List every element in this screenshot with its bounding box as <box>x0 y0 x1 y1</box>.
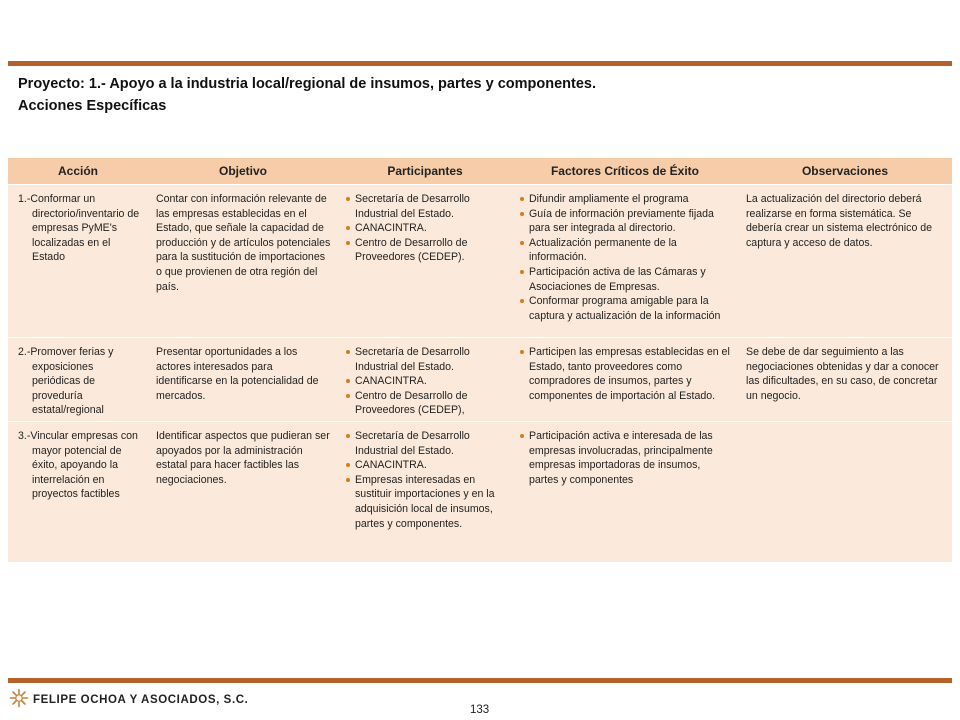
row2-factores-cell <box>512 338 738 422</box>
list-item: Empresas interesadas en sustituir importaciones y en la adquisición local de insumos, partes y componentes. <box>346 473 506 531</box>
list-item: Guía de información previamente fijada para ser integrada al directorio. <box>520 207 732 236</box>
bullet-icon <box>346 434 350 438</box>
bullet-icon <box>520 299 524 303</box>
section-subtitle: Acciones Específicas <box>18 98 167 114</box>
list-item: CANACINTRA. <box>346 221 506 236</box>
list-item: Difundir ampliamente el programa <box>520 192 732 207</box>
row2-objetivo: Presentar oportunidades a los actores interesados para identificarse en la potencialidad de mercados. <box>148 338 338 422</box>
bullet-icon <box>346 350 350 354</box>
list-item: Secretaría de Desarrollo Industrial del Estado. <box>346 345 506 374</box>
row2-participantes-list <box>346 345 506 418</box>
row3-accion: 3.-Vincular empresas con mayor potencial de éxito, apoyando la interrelación en proyectos factibles <box>18 430 138 501</box>
list-item: Centro de Desarrollo de Proveedores (CEDEP), <box>346 389 506 418</box>
bullet-icon <box>346 226 350 230</box>
row3-observaciones <box>738 422 952 562</box>
list-item: CANACINTRA. <box>346 374 506 389</box>
bullet-icon <box>520 270 524 274</box>
page-number: 133 <box>470 704 490 716</box>
bullet-icon <box>346 478 350 482</box>
row1-participantes-list <box>346 192 506 265</box>
bottom-rule <box>8 678 952 683</box>
list-item: Actualización permanente de la información. <box>520 236 732 265</box>
bullet-icon <box>520 212 524 216</box>
row1-factores-list <box>520 192 732 323</box>
list-item: Centro de Desarrollo de Proveedores (CEDEP). <box>346 236 506 265</box>
column-header-accion: Acción <box>8 158 148 185</box>
column-header-participantes: Participantes <box>338 158 512 185</box>
list-item: Participación activa de las Cámaras y Asociaciones de Empresas. <box>520 265 732 294</box>
row3-objetivo: Identificar aspectos que pudieran ser apoyados por la administración estatal para hacer factibles las negociaciones. <box>156 430 330 486</box>
list-item: Secretaría de Desarrollo Industrial del Estado. <box>346 192 506 221</box>
row2-accion: 2.-Promover ferias y exposiciones periódicas de proveduría estatal/regional <box>18 346 114 417</box>
row2-observaciones: Se debe de dar seguimiento a las negociaciones obtenidas y dar a conocer las dificultades, en su caso, de concretar un negocio. <box>738 338 952 422</box>
bullet-icon <box>346 463 350 467</box>
column-header-objetivo: Objetivo <box>148 158 338 185</box>
list-item: Participen las empresas establecidas en el Estado, tanto proveedores como compradores de insumos, partes y componentes de importación al Estado. <box>520 345 732 403</box>
bullet-icon <box>346 197 350 201</box>
row3-participantes-list <box>346 429 506 531</box>
column-header-factores: Factores Críticos de Éxito <box>512 158 738 185</box>
row2-participantes-cell <box>338 338 512 422</box>
bullet-icon <box>520 241 524 245</box>
bullet-icon <box>346 241 350 245</box>
row3-factores-cell <box>512 422 738 562</box>
project-title: Proyecto: 1.- Apoyo a la industria local/regional de insumos, partes y componentes. <box>18 76 596 92</box>
row1-accion: 1.-Conformar un directorio/inventario de empresas PyME's localizadas en el Estado <box>18 193 140 264</box>
row1-participantes-cell <box>338 185 512 338</box>
list-item: CANACINTRA. <box>346 458 506 473</box>
actions-table <box>8 158 952 562</box>
company-logo-icon <box>9 688 29 708</box>
list-item: Conformar programa amigable para la captura y actualización de la información <box>520 294 732 323</box>
company-name: FELIPE OCHOA Y ASOCIADOS, S.C. <box>33 694 249 706</box>
bullet-icon <box>346 394 350 398</box>
row1-accion-cell <box>8 185 148 338</box>
title-block <box>18 73 596 117</box>
column-header-observaciones: Observaciones <box>738 158 952 185</box>
row1-factores-cell <box>512 185 738 338</box>
row1-observaciones: La actualización del directorio deberá realizarse en forma sistemática. Se debería crear un sistema electrónico de captura y acceso de datos. <box>738 185 952 338</box>
row3-factores-list <box>520 429 732 487</box>
top-rule <box>8 61 952 66</box>
bullet-icon <box>346 379 350 383</box>
bullet-icon <box>520 197 524 201</box>
bullet-icon <box>520 350 524 354</box>
row1-objetivo: Contar con información relevante de las empresas establecidas en el Estado, que señale la capacidad de producción y de artículos potenciales para la sustitución de importaciones o que provienen de otra región del país. <box>148 185 338 338</box>
list-item: Participación activa e interesada de las empresas involucradas, principalmente empresas importadoras de insumos, partes y componentes <box>520 429 732 487</box>
row3-participantes-cell <box>338 422 512 562</box>
row2-accion-cell <box>8 338 148 422</box>
list-item: Secretaría de Desarrollo Industrial del Estado. <box>346 429 506 458</box>
bullet-icon <box>520 434 524 438</box>
row3-accion-cell <box>8 422 148 562</box>
row2-factores-list <box>520 345 732 403</box>
